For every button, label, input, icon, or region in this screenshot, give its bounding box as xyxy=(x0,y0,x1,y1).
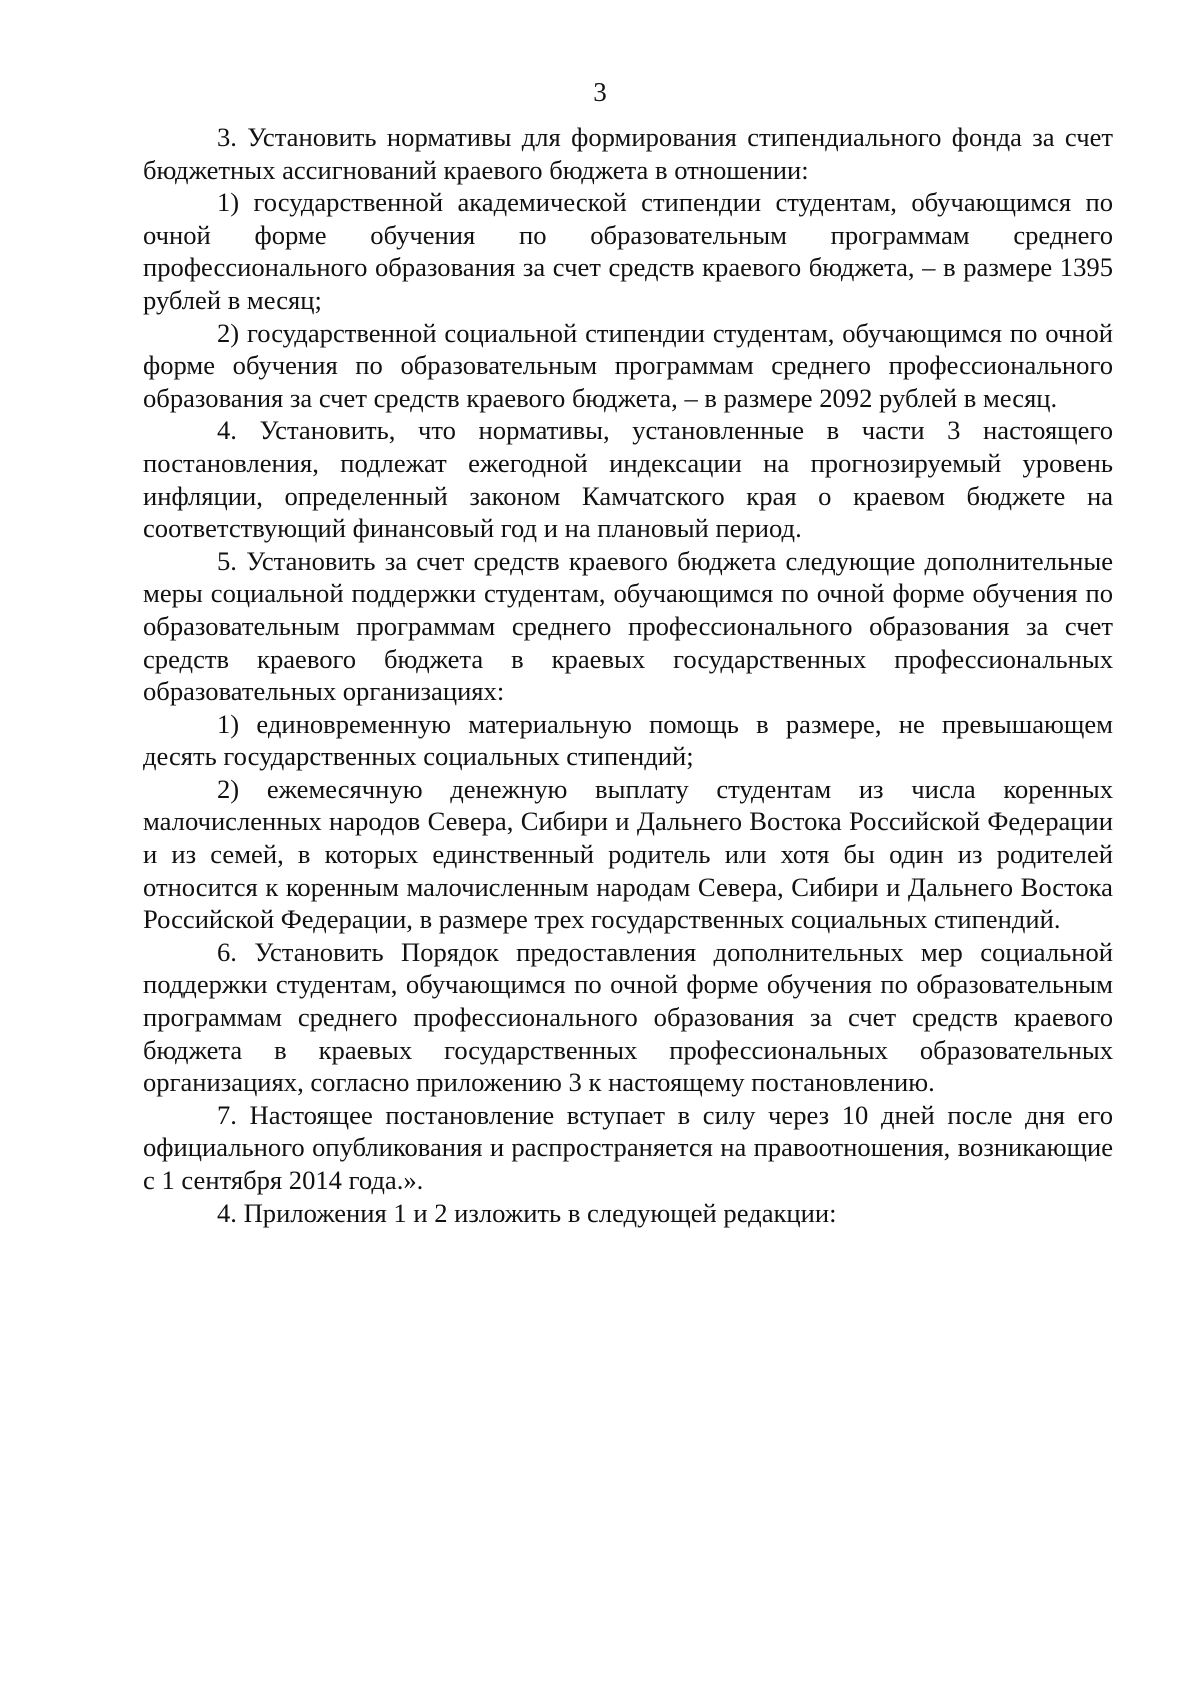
paragraph-item-7-effective-date: 7. Настоящее постановление вступает в силу через 10 дней после дня его официального опубликования и распространяется на правоотношения, возникающие с 1 сентября 2014 года.». xyxy=(143,1099,1113,1195)
paragraph-subitem-academic-scholarship: 1) государственной академической стипендии студентам, обучающимся по очной форме обучения по образовательным программам среднего профессионального образования за счет средств краевого бюджета, – в размере 1395 рублей в месяц; xyxy=(143,187,1113,315)
paragraph-item-4-indexation: 4. Установить, что нормативы, установленные в части 3 настоящего постановления, подлежат ежегодной индексации на прогнозируемый уровень инфляции, определенный законом Камчатского края о краевом бюджете на соответствующий финансовый год и на плановый период. xyxy=(143,415,1113,544)
document-body xyxy=(143,121,1113,1229)
paragraph-item-3-standards: 3. Установить нормативы для формирования стипендиального фонда за счет бюджетных ассигнований краевого бюджета в отношении: xyxy=(143,122,1113,185)
paragraph-item-4-appendices: 4. Приложения 1 и 2 изложить в следующей редакции: xyxy=(217,1197,837,1228)
paragraph-item-5-support-measures: 5. Установить за счет средств краевого бюджета следующие дополнительные меры социальной поддержки студентам, обучающимся по очной форме обучения по образовательным программам среднего профессионального образования за счет средств краевого бюджета в краевых государственных профессиональных образовательных организациях: xyxy=(143,545,1113,707)
paragraph-subitem-one-time-aid: 1) единовременную материальную помощь в размере, не превышающем десять государственных социальных стипендий; xyxy=(143,708,1113,772)
paragraph-subitem-social-scholarship: 2) государственной социальной стипендии студентам, обучающимся по очной форме обучения по образовательным программам среднего профессионального образования за счет средств краевого бюджета, – в размере 2092 рублей в месяц. xyxy=(143,317,1113,413)
page-number: 3 xyxy=(593,77,607,107)
paragraph-item-6-procedure: 6. Установить Порядок предоставления дополнительных мер социальной поддержки студентам, обучающимся по очной форме обучения по образовательным программам среднего профессионального образования за счет средств краевого бюджета в краевых государственных профессиональных образовательных организациях, согласно приложению 3 к настоящему постановлению. xyxy=(143,936,1113,1098)
paragraph-subitem-monthly-payment: 2) ежемесячную денежную выплату студентам из числа коренных малочисленных народов Севера, Сибири и Дальнего Востока Российской Федерации и из семей, в которых единственный родитель или хотя бы один из родителей относится к коренным малочисленным народам Севера, Сибири и Дальнего Востока Российской Федерации, в размере трех государственных социальных стипендий. xyxy=(143,773,1113,935)
